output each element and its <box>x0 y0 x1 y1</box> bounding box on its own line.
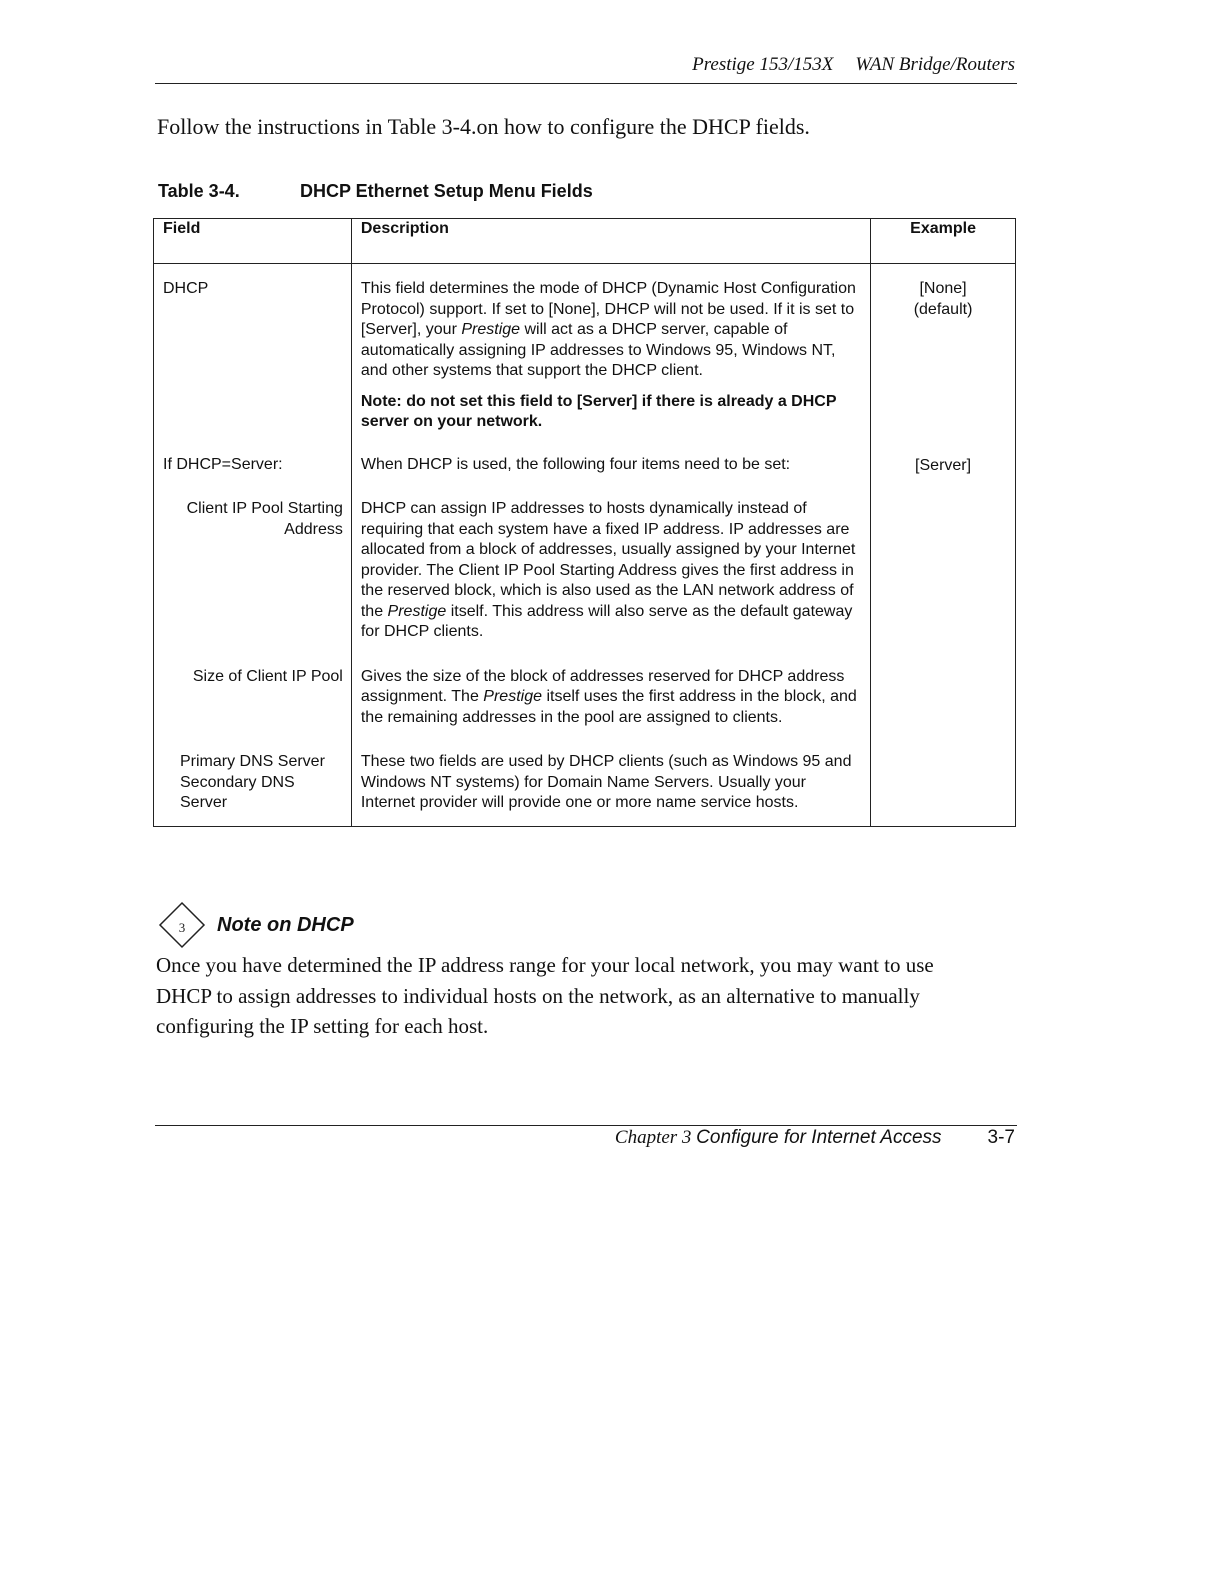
table-row <box>154 667 1016 753</box>
example-default: (default) <box>913 300 973 318</box>
footer-chapter-title: Configure for Internet Access <box>696 1127 942 1148</box>
table-row <box>154 455 1016 500</box>
field-dns: Primary DNS Server Secondary DNS Server <box>154 752 352 826</box>
table-caption <box>158 181 593 202</box>
page-number: 3-7 <box>987 1127 1015 1148</box>
example-server: [Server] <box>871 455 1016 500</box>
table-row <box>154 264 1016 455</box>
desc-dhcp-text: This field determines the mode of DHCP (Dynamic Host Configuration Protocol) support. If set to [None], DHCP will not be used. If it is set to [Server], your Prestige will act as a DHCP server, capable of automatically assigning IP addresses to Windows 95, Windows NT, and other systems that support the DHCP client. <box>360 280 856 379</box>
note-paragraph: Once you have determined the IP address range for your local network, you may want to use DHCP to assign addresses to individual hosts on the network, as an alternative to manually configuring the IP setting for each host. <box>156 953 934 1038</box>
note-title: Note on DHCP <box>217 913 354 936</box>
desc-pool-size: Gives the size of the block of addresses reserved for DHCP address assignment. The Prestige itself uses the first address in the block, and the remaining addresses in the pool are assigned to clients. <box>351 667 870 753</box>
field-dhcp: DHCP <box>154 264 352 455</box>
note-heading <box>157 900 354 950</box>
desc-pool-start: DHCP can assign IP addresses to hosts dynamically instead of requiring that each system have a fixed IP address. IP addresses are allocated from a block of addresses, usually assigned by your Internet provider. The Client IP Pool Starting Address gives the first address in the reserved block, which is also used as the LAN network address of the Prestige itself. This address will also serve as the default gateway for DHCP clients. <box>351 499 870 667</box>
header-description: Description <box>351 219 870 264</box>
desc-dns: These two fields are used by DHCP clients (such as Windows 95 and Windows NT systems) for Domain Name Servers. Usually your Internet provider will provide one or more name service hosts. <box>351 752 870 826</box>
note-icon-number: 3 <box>178 920 186 935</box>
header-product: Prestige 153/153X <box>692 54 834 75</box>
header-subtitle: WAN Bridge/Routers <box>855 54 1015 75</box>
table-caption-title: DHCP Ethernet Setup Menu Fields <box>300 181 593 201</box>
header-rule <box>155 83 1017 84</box>
running-header <box>155 54 1015 76</box>
example-dhcp <box>871 264 1016 455</box>
dhcp-note: Note: do not set this field to [Server] if there is already a DHCP server on your network. <box>360 392 837 430</box>
dhcp-fields-table <box>153 218 1016 827</box>
table-caption-number: Table 3-4. <box>158 181 240 201</box>
footer-rule <box>155 1125 1017 1126</box>
footer-chapter: Chapter 3 <box>614 1127 692 1148</box>
header-example: Example <box>871 219 1016 264</box>
desc-if-server: When DHCP is used, the following four items need to be set: <box>351 455 870 500</box>
field-pool-start: Client IP Pool Starting Address <box>154 499 352 667</box>
desc-dhcp <box>351 264 870 455</box>
running-footer <box>155 1127 1015 1149</box>
table-row <box>154 752 1016 826</box>
table-header-row <box>154 219 1016 264</box>
field-if-server: If DHCP=Server: <box>154 455 352 500</box>
table-row <box>154 499 1016 667</box>
example-none: [None] <box>919 280 967 297</box>
header-field: Field <box>154 219 352 264</box>
intro-paragraph: Follow the instructions in Table 3-4.on how to configure the DHCP fields. <box>157 114 810 139</box>
note-diamond-icon <box>157 900 207 950</box>
field-pool-size: Size of Client IP Pool <box>154 667 352 753</box>
